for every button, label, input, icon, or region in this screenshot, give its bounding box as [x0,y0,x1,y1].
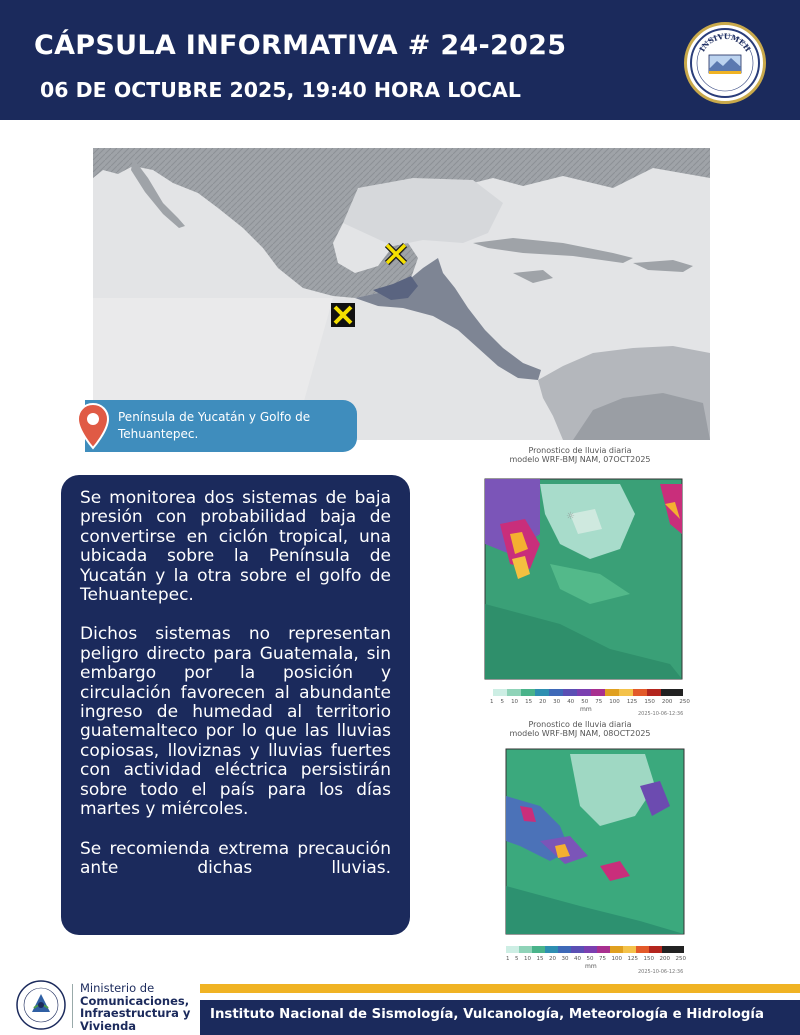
forecast-2-scale-labels: 1 5 10 15 20 30 40 50 75 100 125 150 200 250 [506,956,686,962]
forecast-1-scale-labels: 1 5 10 15 20 30 40 50 75 100 125 150 200 250 [490,699,690,705]
forecast-1-title-line1: Pronostico de lluvia diaria [528,446,632,455]
forecast-map-1 [470,446,690,716]
forecast-2-stamp: 2025-10-06-12:36 [638,969,684,975]
footer-gold-stripe [200,984,800,993]
ministry-line-4: Vivienda [80,1018,137,1033]
regional-map [93,148,710,440]
location-pin-icon [76,402,110,450]
ministry-line-3: Infraestructura y [80,1006,191,1020]
ministry-line-2: Comunicaciones, [80,993,190,1008]
info-paragraph-2: Dichos sistemas no representan peligro directo para Guatemala, sin embargo por la posición y circulación favorecen al abundante ingreso de humedad al territorio guatemalteco por lo que las lluvias copiosas, lloviznas y lluvias fuertes con actividad eléctrica persistirán sobre todo el país para los días martes y miércoles. [80,624,391,820]
forecast-2-title-line2: modelo WRF-BMJ NAM, 08OCT2025 [509,729,651,738]
svg-text:☼: ☼ [566,511,575,522]
institute-name: Instituto Nacional de Sismología, Vulcanología, Meteorología e Hidrología [210,1007,764,1022]
marker-tehuantepec [331,303,355,327]
ministry-line-1: Ministerio de [80,981,155,995]
info-paragraph-1: Se monitorea dos sistemas de baja presión con probabilidad baja de convertirse en ciclón tropical, una ubicada sobre la Península de Yucatán y la otra sobre el golfo de Tehuantepec. [80,488,391,606]
insivumeh-logo [684,22,766,104]
footer-divider [72,984,73,1028]
info-text [80,489,391,898]
forecast-2-unit: mm [585,963,597,970]
logo-text: INSIVUMEH [697,31,753,54]
ministry-name [80,982,195,1032]
forecast-2-title-line1: Pronostico de lluvia diaria [528,720,632,729]
page-title: CÁPSULA INFORMATIVA # 24-2025 [34,30,567,61]
page-subtitle: 06 DE OCTUBRE 2025, 19:40 HORA LOCAL [40,78,521,102]
location-label: Península de Yucatán y Golfo de Tehuantepec. [118,410,311,441]
forecast-1-title-line2: modelo WRF-BMJ NAM, 07OCT2025 [509,455,651,464]
government-seal [12,978,70,1032]
forecast-1-stamp: 2025-10-06-12:36 [638,711,684,717]
info-paragraph-3: Se recomienda extrema precaución ante dichas lluvias. [80,838,391,878]
forecast-1-unit: mm [580,706,592,713]
forecast-map-2 [470,720,690,980]
